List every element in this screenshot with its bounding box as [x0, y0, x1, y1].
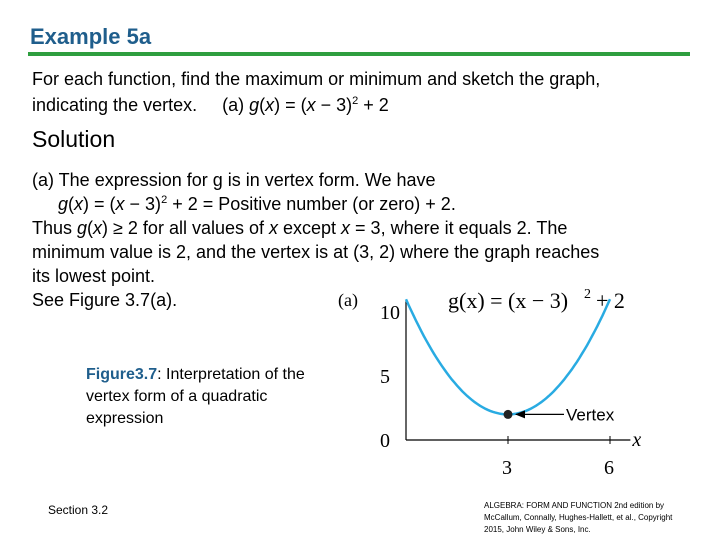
solution-line-5: its lowest point. — [32, 266, 156, 286]
solution-line-3: Thus g(x) ≥ 2 for all values of x except x = 3, where it equals 2. The — [32, 218, 568, 238]
equals-text: = 3, where it equals 2. The — [350, 218, 568, 238]
figure-caption — [86, 364, 306, 430]
fn-g: g — [58, 194, 69, 214]
y-tick-label: 5 — [380, 366, 390, 388]
var-x-5: x — [341, 218, 351, 238]
function-name: g — [249, 95, 260, 115]
minus-3: − 3) — [124, 194, 162, 214]
inequality-text: ) ≥ 2 for all values of — [102, 218, 269, 238]
figure-number: Figure3.7 — [86, 366, 158, 383]
problem-prefix: indicating the vertex. — [32, 95, 198, 115]
figure-caption-text: : Interpretation of the vertex form of a quadratic expression — [86, 366, 305, 427]
function-var-2: x — [306, 95, 316, 115]
copyright-note: ALGEBRA: FORM AND FUNCTION 2nd edition by McCallum, Connally, Hughes-Hallett, et al., Copyright 2015, John Wiley & Sons, Inc. — [484, 501, 673, 534]
x-tick-label: 6 — [604, 457, 614, 479]
vertex-graph — [330, 282, 690, 482]
eq-mid: ) = ( — [274, 95, 307, 115]
y-tick-label: 0 — [380, 430, 390, 452]
slide-title: Example 5a — [30, 24, 152, 49]
problem-line-2: indicating the vertex. (a) $g(x) = (x - 3)^2 + 2$ — [32, 95, 389, 115]
panel-label: (a) — [338, 290, 358, 310]
chart-title-lhs: g(x) = (x − 3) — [448, 288, 569, 313]
solution-line-6: See Figure 3.7(a). — [32, 290, 178, 310]
problem-part: (a) — [222, 95, 250, 115]
vertex-label: Vertex — [566, 405, 615, 425]
var-x-4: x — [269, 218, 278, 238]
solution-heading: Solution — [32, 126, 116, 152]
fn-g-2: g — [77, 218, 88, 238]
eq-tail: + 2 — [358, 95, 389, 115]
exponent-2: 2 — [161, 194, 168, 206]
x-tick-label: 3 — [502, 457, 512, 479]
eq-mid-2: − 3) — [315, 95, 353, 115]
solution-line-1: (a) The expression for g is in vertex form. We have — [32, 170, 436, 190]
vertex-point — [504, 410, 513, 419]
positive-text: + 2 = Positive number (or zero) + 2. — [167, 194, 456, 214]
exponent: 2 — [352, 95, 359, 107]
parabola-curve — [406, 299, 610, 414]
title-underline — [28, 52, 690, 56]
section-label: Section 3.2 — [48, 503, 109, 517]
var-x: x — [74, 194, 84, 214]
solution-line-2: $g(x) = (x - 3)^2 + 2$ = Positive number (or zero) + 2. — [58, 194, 456, 214]
problem-line-1: For each function, find the maximum or minimum and sketch the graph, — [32, 69, 601, 89]
function-var: x — [265, 95, 275, 115]
solution-line-4: minimum value is 2, and the vertex is at (3, 2) where the graph reaches — [32, 242, 600, 262]
problem-statement — [32, 66, 702, 118]
x-axis-label: x — [632, 429, 642, 451]
y-tick-label: 10 — [380, 302, 400, 324]
chart-title-rhs: + 2 — [596, 288, 625, 313]
chart-title — [448, 287, 625, 313]
chart-title-exp: 2 — [584, 287, 591, 302]
var-x-3: x — [93, 218, 103, 238]
var-x-2: x — [115, 194, 125, 214]
thus-text: Thus — [32, 218, 78, 238]
except-text: except — [278, 218, 342, 238]
